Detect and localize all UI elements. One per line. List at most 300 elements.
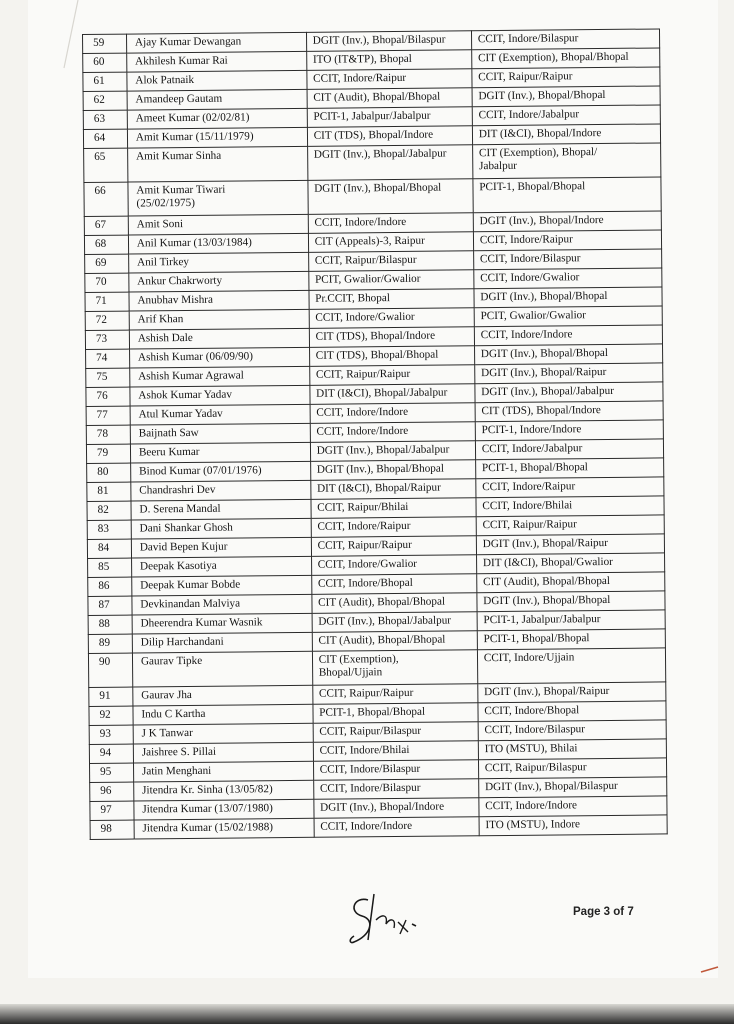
new-posting-cell bbox=[474, 344, 662, 365]
present-posting-cell bbox=[311, 498, 476, 519]
officer-name-cell bbox=[131, 461, 311, 482]
officer-name-cell bbox=[132, 651, 312, 687]
present-posting-cell bbox=[313, 741, 478, 762]
serial-number-cell bbox=[89, 706, 133, 725]
present-posting-cell-text: DIT (I&CI), Bhopal/Raipur bbox=[316, 481, 441, 495]
present-posting-cell bbox=[307, 145, 472, 181]
serial-number-cell bbox=[85, 254, 129, 273]
present-posting-cell bbox=[308, 179, 473, 215]
new-posting-cell bbox=[474, 306, 662, 327]
officer-name-cell bbox=[133, 685, 313, 706]
new-posting-cell-text: CCIT, Indore/Indore bbox=[485, 799, 578, 813]
officer-name-cell-text: Jitendra Kumar (15/02/1988) bbox=[142, 821, 274, 835]
present-posting-cell bbox=[311, 517, 476, 538]
present-posting-cell-text: CIT (Audit), Bhopal/Bhopal bbox=[313, 90, 441, 104]
new-posting-cell bbox=[475, 382, 663, 403]
new-posting-cell-text: PCIT-1, Bhopal/Bhopal bbox=[479, 180, 586, 194]
officer-name-cell-text: Amit Kumar Sinha bbox=[136, 149, 222, 163]
present-posting-cell bbox=[308, 270, 473, 291]
serial-number-cell bbox=[87, 482, 131, 501]
new-posting-cell-text: ITO (MSTU), Indore bbox=[485, 818, 581, 832]
officer-name-cell-text: Ashish Dale bbox=[137, 331, 193, 345]
new-posting-cell bbox=[479, 815, 667, 836]
present-posting-cell bbox=[312, 631, 477, 652]
officer-name-cell-text: Amit Kumar (15/11/1979) bbox=[135, 130, 254, 144]
present-posting-cell bbox=[312, 650, 477, 686]
new-posting-cell bbox=[475, 363, 663, 384]
officer-name-cell-text: Arif Khan bbox=[137, 313, 184, 326]
new-posting-cell-text: CIT (Exemption), Bhopal/Bhopal bbox=[478, 50, 629, 65]
serial-number-cell bbox=[83, 129, 127, 148]
officer-name-cell-text: Amit Soni bbox=[136, 218, 184, 231]
present-posting-cell-text-line2: Bhopal/Ujjain bbox=[318, 666, 383, 679]
new-posting-cell bbox=[473, 177, 662, 213]
new-posting-cell bbox=[477, 591, 665, 612]
new-posting-cell bbox=[472, 124, 660, 145]
officer-name-cell-text: Ajay Kumar Dewangan bbox=[134, 35, 242, 49]
officer-name-cell bbox=[130, 423, 310, 444]
officer-name-cell bbox=[127, 70, 307, 91]
present-posting-cell-text: DGIT (Inv.), Bhopal/Jabalpur bbox=[318, 614, 452, 628]
present-posting-cell-text: CCIT, Raipur/Raipur bbox=[315, 367, 411, 381]
officer-name-cell bbox=[133, 761, 313, 782]
serial-number-cell bbox=[87, 539, 131, 558]
officer-name-cell bbox=[131, 499, 311, 520]
new-posting-cell-text: DGIT (Inv.), Bhopal/Jabalpur bbox=[481, 384, 614, 399]
serial-number-cell bbox=[86, 444, 130, 463]
officer-name-cell bbox=[129, 271, 309, 292]
officer-name-cell-text: Jitendra Kr. Sinha (13/05/82) bbox=[142, 783, 273, 797]
new-posting-cell-text: DGIT (Inv.), Bhopal/Raipur bbox=[482, 536, 608, 551]
serial-number-cell-text: 86 bbox=[98, 579, 110, 592]
present-posting-cell bbox=[312, 593, 477, 614]
officer-name-cell bbox=[133, 723, 313, 744]
present-posting-cell bbox=[313, 703, 478, 724]
officer-name-cell-text: Binod Kumar (07/01/1976) bbox=[139, 464, 262, 478]
serial-number-cell bbox=[86, 349, 130, 368]
new-posting-cell bbox=[473, 230, 661, 251]
present-posting-cell-text: CCIT, Indore/Raipur bbox=[317, 519, 411, 533]
new-posting-cell-text: CCIT, Indore/Bilaspur bbox=[477, 32, 579, 46]
new-posting-cell bbox=[474, 268, 662, 289]
present-posting-cell-text: DGIT (Inv.), Bhopal/Bhopal bbox=[314, 181, 442, 195]
present-posting-cell-text: DGIT (Inv.), Bhopal/Jabalpur bbox=[316, 443, 450, 457]
serial-number-cell-text: 91 bbox=[99, 689, 111, 702]
serial-number-cell-text: 92 bbox=[99, 708, 111, 721]
serial-number-cell bbox=[90, 763, 134, 782]
new-posting-cell bbox=[471, 29, 659, 50]
serial-number-cell-text: 94 bbox=[99, 746, 112, 759]
new-posting-cell-text: DGIT (Inv.), Bhopal/Bilaspur bbox=[485, 779, 618, 794]
present-posting-cell bbox=[310, 422, 475, 443]
serial-number-cell-text: 79 bbox=[96, 446, 109, 459]
new-posting-cell bbox=[478, 777, 666, 798]
present-posting-cell-text: CCIT, Indore/Raipur bbox=[313, 71, 407, 85]
present-posting-cell bbox=[309, 346, 474, 367]
serial-number-cell-text: 89 bbox=[98, 636, 111, 649]
present-posting-cell bbox=[309, 365, 474, 386]
handwritten-signature bbox=[346, 890, 436, 952]
new-posting-cell bbox=[476, 553, 664, 574]
officer-name-cell bbox=[133, 742, 313, 763]
present-posting-cell bbox=[307, 88, 472, 109]
present-posting-cell bbox=[313, 760, 478, 781]
serial-number-cell bbox=[86, 368, 130, 387]
serial-number-cell-text: 90 bbox=[98, 655, 111, 668]
officer-name-cell-text: Chandrashri Dev bbox=[139, 483, 216, 497]
new-posting-cell bbox=[472, 67, 660, 88]
new-posting-cell-text-line2: Jabalpur bbox=[479, 159, 518, 173]
present-posting-cell-text: CIT (Exemption), bbox=[318, 652, 399, 666]
officer-name-cell bbox=[133, 704, 313, 725]
new-posting-cell-text: DGIT (Inv.), Bhopal/Indore bbox=[479, 214, 604, 228]
officer-name-cell-text-line2: (25/02/1975) bbox=[136, 196, 195, 210]
new-posting-cell bbox=[478, 701, 666, 722]
present-posting-cell-text: CIT (TDS), Bhopal/Bhopal bbox=[315, 348, 439, 362]
present-posting-cell bbox=[308, 251, 473, 272]
serial-number-cell-text: 98 bbox=[100, 822, 112, 835]
officer-name-cell bbox=[130, 404, 310, 425]
present-posting-cell bbox=[307, 107, 472, 128]
officer-name-cell bbox=[132, 575, 312, 596]
serial-number-cell-text: 85 bbox=[98, 560, 110, 573]
serial-number-cell bbox=[83, 34, 127, 53]
new-posting-cell bbox=[476, 496, 664, 517]
present-posting-cell bbox=[314, 798, 479, 819]
present-posting-cell-text: CCIT, Raipur/Raipur bbox=[318, 686, 414, 700]
serial-number-cell bbox=[88, 558, 132, 577]
present-posting-cell-text: CCIT, Indore/Indore bbox=[314, 215, 407, 229]
present-posting-cell bbox=[307, 69, 472, 90]
new-posting-cell bbox=[476, 477, 664, 498]
officer-name-cell bbox=[132, 632, 312, 653]
serial-number-cell bbox=[88, 596, 132, 615]
present-posting-cell-text: CCIT, Raipur/Bilaspur bbox=[319, 724, 422, 738]
new-posting-cell-text: CCIT, Indore/Indore bbox=[480, 328, 573, 342]
officer-name-cell-text: David Bepen Kujur bbox=[139, 540, 228, 554]
present-posting-cell bbox=[309, 327, 474, 348]
officer-name-cell-text: Gaurav Tipke bbox=[140, 654, 203, 668]
new-posting-cell-text: CCIT, Indore/Jabalpur bbox=[481, 442, 583, 456]
new-posting-cell-text: CCIT, Indore/Bhopal bbox=[484, 704, 580, 718]
new-posting-cell bbox=[474, 325, 662, 346]
officer-name-cell bbox=[130, 385, 310, 406]
serial-number-cell-text: 77 bbox=[96, 408, 108, 421]
serial-number-cell-text: 60 bbox=[93, 55, 105, 68]
new-posting-cell-text: CCIT, Raipur/Raipur bbox=[482, 518, 577, 532]
officer-name-cell-text: Alok Patnaik bbox=[135, 73, 195, 87]
officer-name-cell bbox=[134, 818, 314, 839]
transfer-posting-table bbox=[82, 28, 668, 840]
serial-number-cell bbox=[89, 744, 133, 763]
present-posting-cell-text: DGIT (Inv.), Bhopal/Bilaspur bbox=[312, 33, 446, 47]
present-posting-cell-text: CIT (TDS), Bhopal/Indore bbox=[313, 128, 434, 142]
serial-number-cell-text: 76 bbox=[96, 389, 108, 402]
present-posting-cell-text: DGIT (Inv.), Bhopal/Bhopal bbox=[316, 462, 445, 476]
serial-number-cell bbox=[84, 182, 128, 216]
new-posting-cell bbox=[475, 420, 663, 441]
new-posting-cell-text: DGIT (Inv.), Bhopal/Raipur bbox=[481, 365, 607, 380]
officer-name-cell bbox=[129, 328, 309, 349]
present-posting-cell bbox=[307, 126, 472, 147]
present-posting-cell bbox=[314, 817, 479, 838]
present-posting-cell bbox=[310, 460, 475, 481]
new-posting-cell bbox=[473, 249, 661, 270]
present-posting-cell-text: CCIT, Indore/Gwalior bbox=[317, 557, 418, 571]
present-posting-cell-text: CCIT, Indore/Indore bbox=[316, 424, 409, 438]
new-posting-cell bbox=[476, 534, 664, 555]
officer-name-cell-text: Jitendra Kumar (13/07/1980) bbox=[142, 802, 273, 816]
present-posting-cell bbox=[309, 308, 474, 329]
new-posting-cell bbox=[478, 739, 666, 760]
present-posting-cell-text: DIT (I&CI), Bhopal/Jabalpur bbox=[316, 386, 448, 400]
new-posting-cell-text: DGIT (Inv.), Bhopal/Bhopal bbox=[483, 593, 611, 608]
new-posting-cell-text: DGIT (Inv.), Bhopal/Bhopal bbox=[478, 88, 606, 103]
present-posting-cell bbox=[308, 213, 473, 234]
present-posting-cell-text: CCIT, Raipur/Bilaspur bbox=[314, 253, 417, 267]
new-posting-cell-text: CCIT, Indore/Gwalior bbox=[480, 271, 580, 285]
serial-number-cell-text: 97 bbox=[100, 803, 112, 816]
new-posting-cell bbox=[474, 287, 662, 308]
table-row bbox=[84, 177, 661, 217]
present-posting-cell-text: CCIT, Indore/Gwalior bbox=[315, 310, 415, 324]
present-posting-cell bbox=[310, 441, 475, 462]
serial-number-cell bbox=[90, 801, 134, 820]
new-posting-cell-text: PCIT-1, Bhopal/Bhopal bbox=[481, 461, 588, 475]
officer-name-cell-text: Ankur Chakrworty bbox=[137, 274, 223, 288]
officer-name-cell bbox=[127, 51, 307, 72]
serial-number-cell-text: 81 bbox=[97, 484, 109, 497]
officer-name-cell bbox=[127, 89, 307, 110]
present-posting-cell-text: CCIT, Indore/Indore bbox=[320, 819, 413, 833]
present-posting-cell-text: ITO (IT&TP), Bhopal bbox=[312, 52, 412, 66]
officer-name-cell-text: D. Serena Mandal bbox=[139, 502, 221, 516]
officer-name-cell bbox=[129, 290, 309, 311]
officer-name-cell bbox=[126, 32, 306, 53]
serial-number-cell-text: 68 bbox=[94, 237, 107, 250]
officer-name-cell bbox=[131, 537, 311, 558]
officer-name-cell-text: Devkinandan Malviya bbox=[140, 597, 241, 611]
present-posting-cell-text: CCIT, Raipur/Bhilai bbox=[317, 500, 409, 514]
new-posting-cell bbox=[477, 572, 665, 593]
serial-number-cell bbox=[86, 425, 130, 444]
new-posting-cell-text: CCIT, Indore/Raipur bbox=[482, 480, 576, 494]
officer-name-cell-text: Deepak Kasotiya bbox=[139, 559, 217, 573]
serial-number-cell bbox=[85, 311, 129, 330]
new-posting-cell-text: DIT (I&CI), Bhopal/Indore bbox=[478, 127, 602, 141]
present-posting-cell bbox=[310, 479, 475, 500]
officer-name-cell bbox=[128, 233, 308, 254]
serial-number-cell bbox=[85, 292, 129, 311]
present-posting-cell-text: CIT (Appeals)-3, Raipur bbox=[314, 234, 425, 248]
serial-number-cell bbox=[83, 91, 127, 110]
present-posting-cell bbox=[306, 31, 471, 52]
officer-name-cell-text: Deepak Kumar Bobde bbox=[140, 578, 241, 592]
new-posting-cell bbox=[479, 796, 667, 817]
serial-number-cell bbox=[87, 520, 131, 539]
officer-name-cell bbox=[132, 613, 312, 634]
new-posting-cell-text: DIT (I&CI), Bhopal/Gwalior bbox=[482, 555, 613, 570]
serial-number-cell-text: 73 bbox=[95, 332, 108, 345]
new-posting-cell bbox=[477, 610, 665, 631]
serial-number-cell-text: 63 bbox=[93, 112, 106, 125]
present-posting-cell-text: CCIT, Raipur/Raipur bbox=[317, 538, 412, 552]
new-posting-cell bbox=[478, 682, 666, 703]
present-posting-cell-text: CCIT, Indore/Bhopal bbox=[317, 576, 413, 590]
new-posting-cell-text: CCIT, Indore/Bilaspur bbox=[484, 723, 586, 737]
officer-name-cell-text: Gaurav Jha bbox=[141, 688, 192, 702]
officer-name-cell bbox=[128, 214, 308, 235]
new-posting-cell-text: CIT (Exemption), Bhopal/ bbox=[478, 146, 598, 160]
present-posting-cell bbox=[311, 555, 476, 576]
officer-name-cell-text: Beeru Kumar bbox=[138, 445, 200, 459]
serial-number-cell bbox=[84, 148, 128, 182]
present-posting-cell-text: Pr.CCIT, Bhopal bbox=[315, 292, 390, 305]
new-posting-cell bbox=[475, 439, 663, 460]
present-posting-cell-text: PCIT-1, Jabalpur/Jabalpur bbox=[313, 109, 431, 123]
serial-number-cell-text: 80 bbox=[97, 465, 109, 478]
officer-name-cell bbox=[132, 594, 312, 615]
new-posting-cell bbox=[476, 515, 664, 536]
new-posting-cell-text: CCIT, Indore/Jabalpur bbox=[478, 108, 580, 122]
serial-number-cell-text: 70 bbox=[95, 275, 107, 288]
new-posting-cell-text: CIT (TDS), Bhopal/Indore bbox=[481, 404, 601, 418]
new-posting-cell-text: PCIT, Gwalior/Gwalior bbox=[480, 309, 587, 323]
new-posting-cell bbox=[478, 758, 666, 779]
officer-name-cell bbox=[129, 309, 309, 330]
new-posting-cell bbox=[472, 143, 661, 179]
serial-number-cell-text: 66 bbox=[94, 184, 106, 197]
present-posting-cell-text: CCIT, Indore/Bilaspur bbox=[319, 762, 421, 776]
present-posting-cell bbox=[310, 384, 475, 405]
page-number: Page 3 of 7 bbox=[573, 906, 634, 918]
table-wrapper bbox=[82, 28, 668, 840]
new-posting-cell-text: CCIT, Raipur/Raipur bbox=[478, 70, 573, 84]
serial-number-cell-text: 75 bbox=[96, 370, 108, 383]
new-posting-cell bbox=[478, 720, 666, 741]
serial-number-cell-text: 69 bbox=[95, 256, 107, 269]
new-posting-cell bbox=[473, 211, 661, 232]
serial-number-cell-text: 88 bbox=[98, 617, 110, 630]
serial-number-cell-text: 59 bbox=[93, 36, 105, 49]
new-posting-cell-text: CCIT, Indore/Ujjain bbox=[483, 651, 575, 665]
officer-name-cell-text: Ashish Kumar Agrawal bbox=[138, 369, 244, 383]
officer-name-cell bbox=[134, 799, 314, 820]
new-posting-cell bbox=[471, 48, 659, 69]
officer-name-cell bbox=[130, 366, 310, 387]
present-posting-cell-text: CIT (Audit), Bhopal/Bhopal bbox=[318, 595, 446, 609]
officer-name-cell-text: Atul Kumar Yadav bbox=[138, 407, 223, 421]
present-posting-cell bbox=[313, 722, 478, 743]
officer-name-cell-text: Jatin Menghani bbox=[141, 764, 212, 778]
serial-number-cell-text: 67 bbox=[94, 218, 107, 231]
officer-name-cell-text: Amit Kumar Tiwari bbox=[136, 183, 226, 197]
serial-number-cell-text: 84 bbox=[97, 541, 110, 554]
officer-name-cell bbox=[127, 146, 307, 182]
serial-number-cell bbox=[86, 406, 130, 425]
new-posting-cell-text: DGIT (Inv.), Bhopal/Bhopal bbox=[480, 346, 609, 361]
new-posting-cell-text: PCIT-1, Indore/Indore bbox=[481, 423, 582, 437]
new-posting-cell-text: PCIT-1, Bhopal/Bhopal bbox=[483, 632, 590, 646]
present-posting-cell-text: CCIT, Indore/Bhilai bbox=[319, 743, 410, 757]
officer-name-cell bbox=[127, 127, 307, 148]
present-posting-cell bbox=[310, 403, 475, 424]
present-posting-cell bbox=[311, 574, 476, 595]
officer-name-cell-text: Ashok Kumar Yadav bbox=[138, 388, 232, 402]
officer-name-cell-text: Indu C Kartha bbox=[141, 707, 206, 721]
serial-number-cell-text: 83 bbox=[97, 522, 109, 535]
present-posting-cell-text: PCIT-1, Bhopal/Bhopal bbox=[319, 705, 426, 719]
serial-number-cell bbox=[83, 110, 127, 129]
present-posting-cell bbox=[313, 779, 478, 800]
officer-name-cell-text: Baijnath Saw bbox=[138, 426, 199, 440]
new-posting-cell-text: DGIT (Inv.), Bhopal/Bhopal bbox=[480, 289, 608, 304]
officer-name-cell bbox=[127, 108, 307, 129]
officer-name-cell bbox=[128, 180, 308, 216]
present-posting-cell-text: CCIT, Indore/Bilaspur bbox=[319, 781, 421, 795]
serial-number-cell bbox=[84, 216, 128, 235]
officer-name-cell bbox=[129, 252, 309, 273]
corner-ink-mark bbox=[700, 964, 720, 974]
officer-name-cell-text: Jaishree S. Pillai bbox=[141, 745, 217, 759]
present-posting-cell bbox=[312, 684, 477, 705]
officer-name-cell-text: Anil Tirkey bbox=[137, 255, 190, 269]
new-posting-cell bbox=[472, 86, 660, 107]
officer-name-cell bbox=[134, 780, 314, 801]
serial-number-cell bbox=[88, 577, 132, 596]
present-posting-cell-text: PCIT, Gwalior/Gwalior bbox=[314, 272, 421, 286]
present-posting-cell bbox=[306, 50, 471, 71]
serial-number-cell bbox=[89, 687, 133, 706]
officer-name-cell-text: J K Tanwar bbox=[141, 726, 193, 740]
new-posting-cell-text: CCIT, Raipur/Bilaspur bbox=[484, 761, 587, 775]
new-posting-cell bbox=[472, 105, 660, 126]
new-posting-cell-text: CIT (Audit), Bhopal/Bhopal bbox=[483, 574, 611, 589]
serial-number-cell-text: 78 bbox=[96, 427, 109, 440]
serial-number-cell bbox=[87, 501, 131, 520]
officer-name-cell-text: Ashish Kumar (06/09/90) bbox=[137, 350, 254, 364]
serial-number-cell-text: 93 bbox=[99, 727, 111, 740]
new-posting-cell bbox=[475, 458, 663, 479]
serial-number-cell-text: 61 bbox=[93, 74, 105, 87]
serial-number-cell bbox=[88, 653, 132, 687]
serial-number-cell-text: 82 bbox=[97, 503, 109, 516]
serial-number-cell-text: 87 bbox=[98, 598, 110, 611]
serial-number-cell-text: 71 bbox=[95, 294, 107, 307]
officer-name-cell-text: Akhilesh Kumar Rai bbox=[135, 54, 228, 68]
serial-number-cell bbox=[88, 634, 132, 653]
officer-name-cell bbox=[130, 442, 310, 463]
serial-number-cell-text: 65 bbox=[94, 150, 106, 163]
scan-shadow bbox=[0, 1004, 734, 1024]
present-posting-cell-text: CIT (Audit), Bhopal/Bhopal bbox=[318, 633, 446, 647]
serial-number-cell-text: 96 bbox=[100, 784, 112, 797]
serial-number-cell bbox=[90, 820, 134, 839]
serial-number-cell bbox=[86, 387, 130, 406]
serial-number-cell-text: 72 bbox=[95, 313, 107, 326]
serial-number-cell-text: 95 bbox=[100, 765, 112, 778]
new-posting-cell-text: CCIT, Indore/Raipur bbox=[479, 233, 573, 247]
present-posting-cell bbox=[311, 536, 476, 557]
serial-number-cell bbox=[83, 53, 127, 72]
serial-number-cell bbox=[85, 330, 129, 349]
officer-name-cell-text: Dilip Harchandani bbox=[140, 635, 224, 649]
serial-number-cell bbox=[88, 615, 132, 634]
officer-name-cell bbox=[131, 556, 311, 577]
serial-number-cell bbox=[83, 72, 127, 91]
serial-number-cell-text: 74 bbox=[96, 351, 108, 364]
officer-name-cell-text: Anil Kumar (13/03/1984) bbox=[136, 236, 252, 250]
